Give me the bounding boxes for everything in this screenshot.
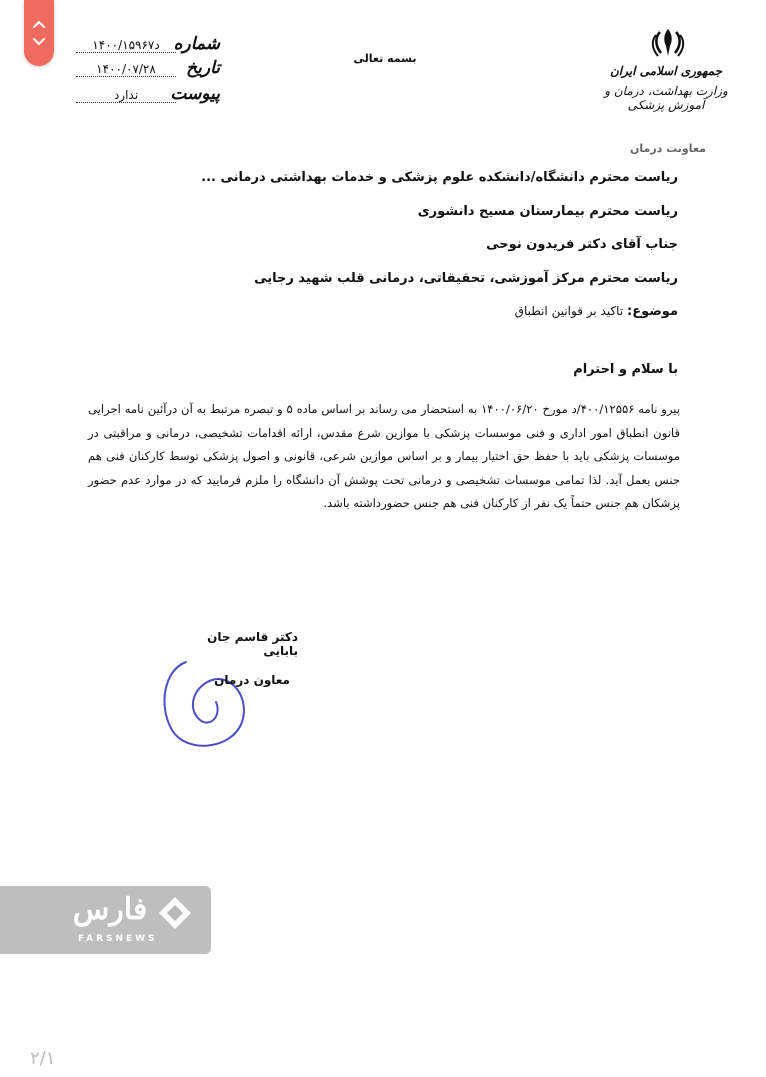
page-nav — [24, 0, 54, 66]
number-label: شماره — [173, 34, 220, 54]
letter-number: د۱۴۰۰/۱۵۹۶۷ — [76, 38, 176, 53]
bismillah: بسمه تعالی — [353, 52, 417, 65]
subject-label: موضوع: — [627, 304, 678, 319]
signatory-title: معاون درمان — [214, 673, 290, 687]
addressee-line: ریاست محترم بیمارستان مسیح دانشوری — [417, 204, 678, 219]
department-name: معاونت درمان — [630, 142, 706, 155]
emblem-logo — [650, 26, 686, 64]
addressee-line: جناب آقای دکتر فریدون نوحی — [486, 237, 678, 252]
chevron-up-icon[interactable] — [32, 20, 46, 29]
page-number: ۲/۱ — [30, 1048, 56, 1069]
subject-line — [515, 304, 678, 319]
ministry-title: وزارت بهداشت، درمان و آموزش پزشکی — [604, 84, 728, 112]
fars-logo-icon — [156, 894, 194, 932]
watermark-latin: FARSNEWS — [78, 934, 158, 944]
chevron-down-icon[interactable] — [32, 37, 46, 46]
ministry-header — [586, 64, 746, 112]
watermark-word: فارس — [72, 892, 148, 927]
attachment-label: پیوست — [170, 84, 220, 104]
greeting: با سلام و احترام — [573, 362, 678, 377]
attachment-value: ندارد — [76, 88, 176, 103]
letter-body: پیرو نامه ۴۰۰/۱۲۵۵۶/د مورخ ۱۴۰۰/۰۶/۲۰ به استحضار می رساند بر اساس ماده ۵ و تبصره مرتبط به آن درآئین نامه اجرایی قانون انطباق امور اداری و فنی موسسات پزشکی با موازین شرع مقدس، ارائه اقدامات تشخیصی، درمانی و مراقبتی در موسسات پزشکی باید با حفظ حق اختیار بیمار و بر اساس موازین شرعی، قانونی و اصول پزشکی توسط کارکنان فنی هم جنس بعمل آید. لذا تمامی موسسات تشخیصی و درمانی تحت پوشش آن دانشگاه را ملزم فرمایید که در موارد عدم حضور پزشکان هم جنس حتماً یک نفر از کارکنان فنی هم جنس حضورداشته باشد. — [88, 402, 680, 511]
subject-text: تاکید بر قوانین انطباق — [514, 304, 624, 318]
addressee-line: ریاست محترم مرکز آموزشی، تحقیقاتی، درمانی قلب شهید رجایی — [254, 271, 678, 286]
signature-scribble — [150, 650, 260, 755]
date-label: تاریخ — [186, 58, 220, 78]
signatory-name: دکتر قاسم جان بابایی — [207, 630, 298, 658]
republic-title: جمهوری اسلامی ایران — [609, 64, 723, 78]
letter-meta — [70, 34, 220, 110]
addressee-line: ریاست محترم دانشگاه/دانشکده علوم پزشکی و خدمات بهداشتی درمانی ... — [201, 170, 678, 185]
letter-date: ۱۴۰۰/۰۷/۲۸ — [76, 62, 176, 77]
